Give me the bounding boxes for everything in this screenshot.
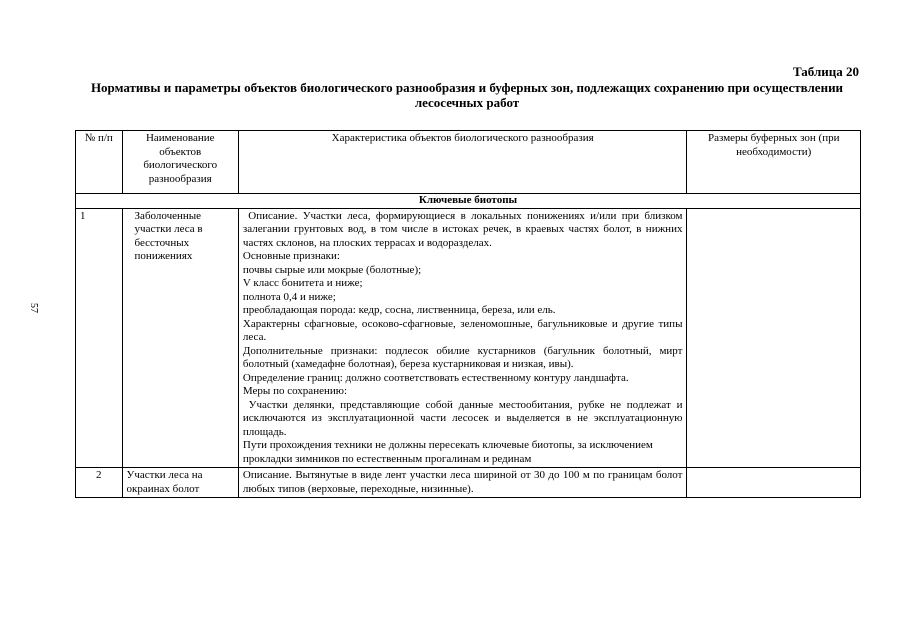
row-characteristic [238,468,687,498]
row-object-name: Заболоченные участки леса в бессточных понижениях [122,208,238,468]
header-num: № п/п [76,131,123,194]
desc-paragraph: Меры по сохранению: [242,385,348,397]
row-object-name: Участки леса на окраинах болот [122,468,238,498]
desc-paragraph: Характерны сфагновые, осоково-сфагновые, зеленомошные, багульниковые и другие типы леса. [242,317,683,343]
table-title: Нормативы и параметры объектов биологического разнообразия и буферных зон, подлежащих сохранению при осуществлении лесосечных работ [90,80,844,110]
desc-paragraph: Определение границ: должно соответствовать естественному контуру ландшафта. [242,371,629,384]
row-buffer-size [687,208,861,468]
desc-paragraph: Пути прохождения техники не должны пересекать ключевые биотопы, за исключением прокладки зимников по естественным прогалинам и рединам [242,439,653,465]
table-header-row [76,131,861,194]
biodiversity-table [75,130,861,498]
page-number: 57 [28,303,39,313]
desc-paragraph: Основные признаки: [242,250,340,262]
row-number: 1 [76,208,123,468]
table-row [76,468,861,498]
table-row [76,208,861,468]
desc-paragraph: Дополнительные признаки: подлесок обилие кустарников (багульник болотный, мирт болотный (хамедафне болотная), береза кустарниковая и низкая, ивы). [242,344,683,370]
desc-paragraph: Описание. Вытянутые в виде лент участки леса шириной от 30 до 100 м по границам болот любых типов (верховые, переходные, низинные). [242,469,683,495]
header-buffer: Размеры буферных зон (при необходимости) [687,131,861,194]
desc-paragraph: почвы сырые или мокрые (болотные); [242,263,422,276]
section-title: Ключевые биотопы [76,194,861,209]
desc-paragraph: Описание. Участки леса, формирующиеся в локальных понижениях и/или при близком залегании грунтовых вод, в том числе в истоках речек, в краевых частях болот, в нижних частях склонов, на плоских террасах и водоразделах. [242,209,686,249]
header-name: Наименование объектов биологического разнообразия [122,131,238,194]
table-caption: Таблица 20 [792,64,859,79]
desc-paragraph: Участки делянки, представляющие собой данные местообитания, рубке не подлежат и исключаются из эксплуатационной части лесосек и выделяется в не эксплуатационную площадь. [242,398,686,438]
desc-paragraph: V класс бонитета и ниже; [242,277,363,289]
header-characteristic: Характеристика объектов биологического разнообразия [238,131,687,194]
row-number: 2 [76,468,123,498]
desc-paragraph: полнота 0,4 и ниже; [242,290,336,303]
desc-paragraph: преобладающая порода: кедр, сосна, лиственница, береза, или ель. [242,304,556,316]
row-characteristic [238,208,687,468]
row-buffer-size [687,468,861,498]
section-row [76,194,861,209]
